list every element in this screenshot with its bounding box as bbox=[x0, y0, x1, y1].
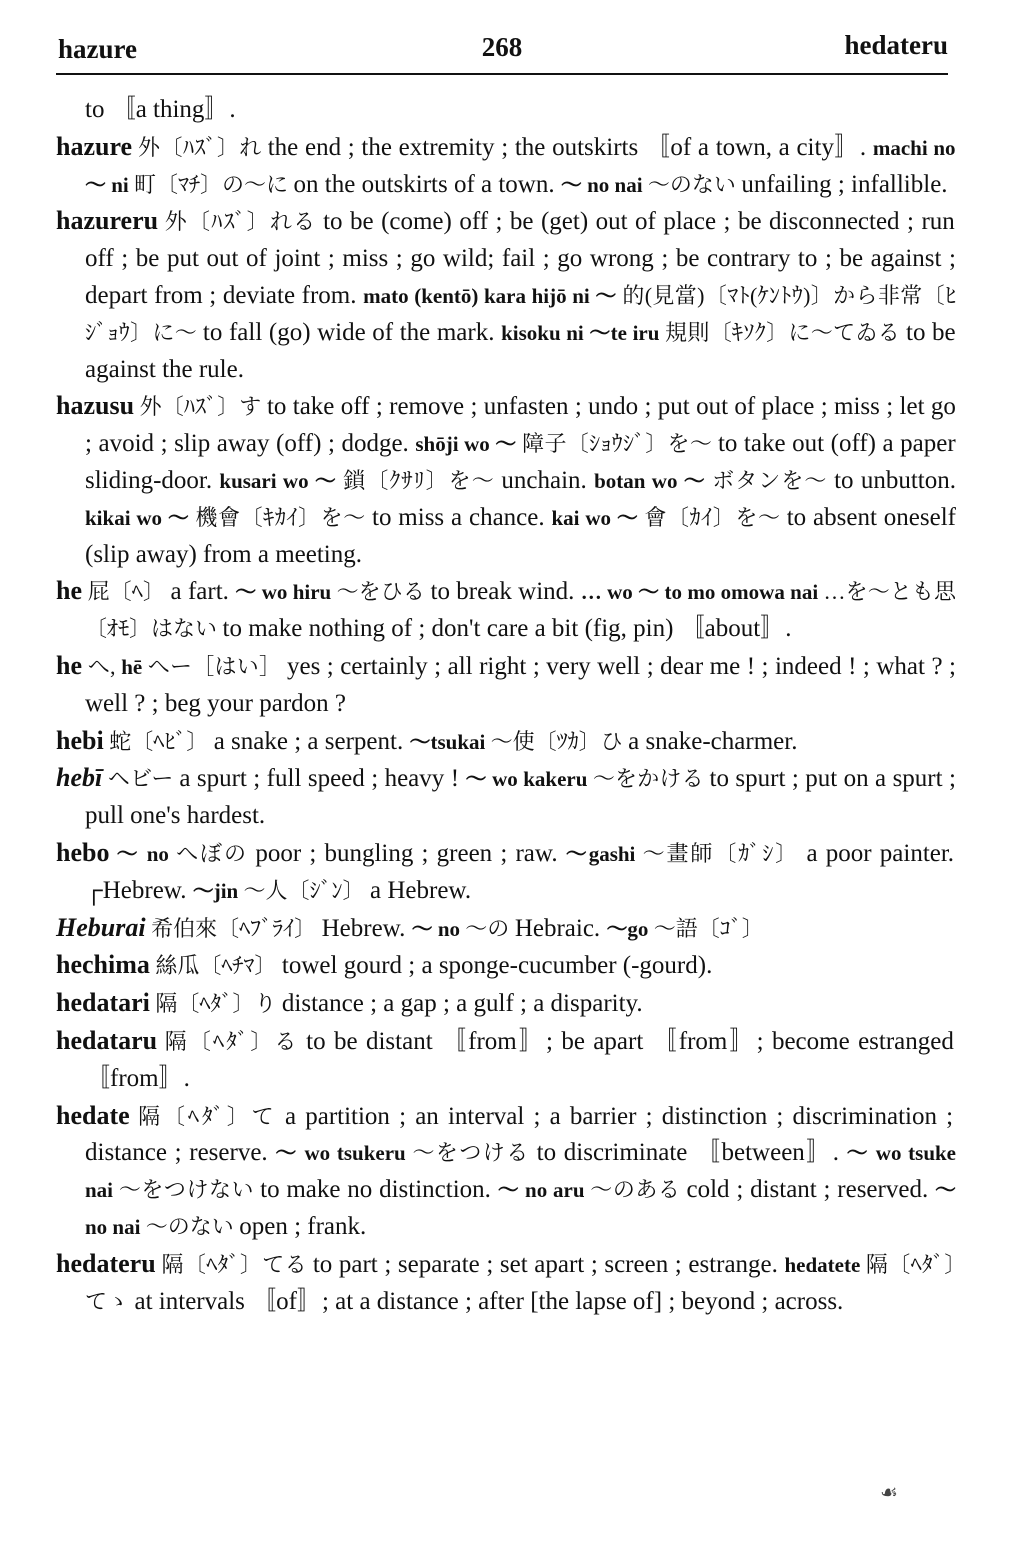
dictionary-entry bbox=[56, 388, 956, 573]
romaji-phrase: ～ no nai bbox=[85, 1178, 956, 1239]
definition-text: Hebrew. bbox=[321, 914, 412, 942]
headword: hazure bbox=[56, 131, 133, 161]
romaji-phrase: ～ no nai bbox=[560, 172, 648, 197]
definition-text: to unbutton. bbox=[834, 466, 956, 494]
dictionary-entry bbox=[56, 1098, 956, 1246]
definition-text: to take off ; remove ; unfasten ; undo ; put out of place ; miss ; let go ; avoid ; slip away (off) ; dodge. bbox=[85, 393, 956, 458]
japanese-text: 的(見當)〔ﾏﾄ(ｹﾝﾄｳ)〕から非常〔ﾋｼﾞｮｳ〕に～ bbox=[85, 282, 956, 345]
japanese-text: ～のない bbox=[647, 171, 742, 197]
romaji-phrase: ～ no bbox=[411, 916, 466, 941]
japanese-text: ～のある bbox=[590, 1177, 687, 1203]
definition-text: to be distant 〚from〛; be apart 〚from〛; become estranged 〚from〛. bbox=[85, 1027, 954, 1092]
definition-text: a Hebrew. bbox=[370, 876, 472, 904]
japanese-text: 隔〔ﾍﾀﾞ〕て bbox=[129, 1103, 285, 1129]
japanese-text: 障子〔ｼｮｳｼﾞ〕を～ bbox=[522, 431, 718, 457]
definition-text: to part ; separate ; set apart ; screen ; estrange. bbox=[312, 1250, 785, 1278]
headword: hedateru bbox=[56, 1248, 156, 1278]
japanese-text: ～をつけない bbox=[118, 1177, 261, 1203]
japanese-text: 絲瓜〔ﾍﾁﾏ〕 bbox=[149, 953, 282, 979]
japanese-text: 外〔ﾊｽﾞ〕れる bbox=[158, 209, 324, 235]
japanese-text: ～をかける bbox=[592, 766, 710, 792]
japanese-text: 機會〔ｷｶｲ〕を～ bbox=[195, 504, 372, 530]
romaji-phrase: ～ wo hiru bbox=[235, 580, 337, 605]
headword: hedate bbox=[56, 1100, 130, 1130]
headword: hebo bbox=[56, 837, 110, 867]
headword: hebi bbox=[56, 725, 104, 755]
definition-text: a snake ; a serpent. bbox=[213, 727, 410, 755]
dictionary-entry bbox=[56, 835, 956, 910]
japanese-text: ヘビー bbox=[102, 766, 180, 792]
page-header bbox=[56, 28, 948, 72]
romaji-phrase: ～ wo tsuke nai bbox=[85, 1141, 956, 1203]
definition-text: to be (come) off ; be (get) out of place ; be disconnected ; run off ; be put out of joint ; miss ; go wild; fail ; go wrong ; be contrary to ; be against ; depart from ; deviate from. bbox=[85, 208, 956, 309]
definition-text: Hebraic. bbox=[514, 914, 607, 942]
romaji-phrase: kikai wo ～ bbox=[85, 505, 196, 530]
romaji-phrase: ～jin bbox=[192, 878, 244, 903]
definition-text: a snake-charmer. bbox=[628, 727, 798, 755]
romaji-phrase: ～gashi bbox=[565, 841, 643, 866]
definition-text: a partition ; an interval ; a barrier ; distinction ; discrimination ; distance ; reserve. bbox=[85, 1102, 954, 1167]
japanese-text: …を～とも思〔ｵﾓ〕はない bbox=[85, 579, 956, 642]
japanese-text: ～使〔ﾂｶ〕ひ bbox=[490, 728, 629, 754]
dictionary-entry bbox=[56, 723, 956, 761]
japanese-text: 希伯來〔ﾍﾌﾞﾗｲ〕 bbox=[145, 915, 322, 941]
definition-text: yes ; certainly ; all right ; very well ; dear me ! ; indeed ! ; what ? ; well ? ; beg your pardon ? bbox=[85, 652, 956, 717]
romaji-phrase: ～ no bbox=[109, 841, 177, 866]
definition-text: to break wind. bbox=[430, 578, 581, 606]
japanese-text: ～をひる bbox=[336, 579, 431, 605]
headword: he bbox=[56, 576, 82, 606]
headword: hedataru bbox=[56, 1025, 158, 1055]
definition-text: on the outskirts of a town. bbox=[293, 170, 561, 198]
japanese-text: ～のない bbox=[145, 1213, 240, 1239]
dictionary-entry bbox=[56, 1246, 956, 1321]
romaji-phrase: ～ wo kakeru bbox=[465, 767, 593, 792]
continued-entry bbox=[56, 92, 956, 129]
japanese-text: 規則〔ｷｿｸ〕に～てゐる bbox=[665, 319, 906, 345]
japanese-text: へ, bbox=[82, 653, 122, 679]
japanese-text: 隔〔ﾍﾀﾞ〕り bbox=[149, 991, 282, 1017]
japanese-text: 蛇〔ﾍﾋﾞ〕 bbox=[103, 728, 214, 754]
dictionary-entry bbox=[56, 910, 956, 948]
headword: hazusu bbox=[56, 391, 135, 421]
definition-text: to miss a chance. bbox=[372, 503, 552, 531]
definition-text: towel gourd ; a sponge-cucumber (-gourd). bbox=[281, 952, 713, 980]
headword: hechima bbox=[56, 950, 150, 980]
dictionary-entry bbox=[56, 985, 956, 1023]
romaji-phrase: ～go bbox=[606, 916, 654, 941]
romaji-phrase: … wo ～ to mo omowa nai bbox=[580, 580, 824, 605]
definition-text: hē bbox=[121, 654, 148, 679]
definition-text: to take out (off) a paper sliding-door. bbox=[85, 430, 956, 494]
romaji-phrase: shōji wo ～ bbox=[415, 432, 523, 457]
definition-text: a spurt ; full speed ; heavy ! bbox=[179, 765, 466, 793]
japanese-text: 隔〔ﾍﾀﾞ〕る bbox=[157, 1028, 307, 1054]
dictionary-column bbox=[56, 92, 956, 1320]
romaji-phrase: ～ wo tsukeru bbox=[275, 1141, 413, 1166]
japanese-text: 町〔ﾏﾁ〕の～に bbox=[134, 171, 294, 197]
definition-text: at intervals 〚of〛; at a distance ; after [the lapse of] ; beyond ; across. bbox=[134, 1287, 844, 1315]
japanese-text: へー［はい］ bbox=[147, 653, 287, 679]
dictionary-entry bbox=[56, 129, 956, 204]
page-number: 268 bbox=[481, 32, 523, 62]
japanese-text: 隔〔ﾍﾀﾞ〕てる bbox=[155, 1251, 313, 1277]
japanese-text: ～の bbox=[465, 915, 515, 941]
guide-word-left: hazure bbox=[58, 34, 137, 64]
dictionary-entry bbox=[56, 648, 956, 723]
definition-text: to absent oneself (slip away) from a meeting. bbox=[85, 503, 956, 568]
romaji-phrase: botan wo ～ bbox=[594, 468, 713, 493]
headword: hedatari bbox=[56, 988, 150, 1018]
definition-text: to discriminate 〚between〛. bbox=[536, 1139, 847, 1167]
japanese-text: ～語〔ｺﾞ〕 bbox=[653, 915, 764, 941]
japanese-text: 外〔ﾊｽﾞ〕す bbox=[134, 394, 267, 420]
definition-text: open ; frank. bbox=[239, 1212, 367, 1240]
japanese-text: へぼの bbox=[176, 840, 256, 866]
definition-text: to be against the rule. bbox=[85, 318, 956, 383]
definition-text: poor ; bungling ; green ; raw. bbox=[255, 839, 566, 867]
dictionary-entry bbox=[56, 947, 956, 985]
japanese-text: ～をつける bbox=[412, 1140, 537, 1166]
definition-text: to 〚a thing〛. bbox=[85, 96, 236, 123]
dictionary-entry bbox=[56, 1023, 956, 1098]
romaji-phrase: ～ no aru bbox=[497, 1178, 591, 1203]
definition-text: a fart. bbox=[170, 578, 236, 606]
romaji-phrase: kisoku ni ～te iru bbox=[501, 320, 666, 345]
headword: he bbox=[56, 650, 82, 680]
guide-word-right: hedateru bbox=[844, 30, 948, 60]
definition-text: a poor painter. ┌Hebrew. bbox=[85, 839, 955, 904]
definition-text: to make nothing of ; don't care a bit (fig, pin) 〚about〛. bbox=[222, 615, 792, 643]
romaji-phrase: hedatete bbox=[784, 1252, 866, 1277]
romaji-phrase: kusari wo ～ bbox=[219, 468, 344, 493]
japanese-text: ～人〔ｼﾞﾝ〕 bbox=[243, 877, 370, 903]
definition-text: unfailing ; infallible. bbox=[741, 170, 948, 198]
definition-text: the end ; the extremity ; the outskirts 〚of a town, a city〛. bbox=[267, 133, 873, 161]
romaji-phrase: machi no ～ ni bbox=[85, 135, 956, 197]
definition-text: to spurt ; put on a spurt ; pull one's hardest. bbox=[85, 765, 956, 830]
romaji-phrase: mato (kentō) kara hijō ni ～ bbox=[363, 283, 623, 308]
definition-text: to fall (go) wide of the mark. bbox=[202, 318, 502, 346]
definition-text: cold ; distant ; reserved. bbox=[686, 1176, 935, 1204]
definition-text: unchain. bbox=[501, 466, 595, 494]
japanese-text: 屁〔ﾍ〕 bbox=[82, 579, 171, 605]
headword: Heburai bbox=[56, 912, 146, 942]
japanese-text: 隔〔ﾍﾀﾞ〕てゝ bbox=[85, 1251, 956, 1314]
definition-text: distance ; a gap ; a gulf ; a disparity. bbox=[281, 990, 643, 1018]
japanese-text: ボタンを～ bbox=[712, 467, 835, 493]
definition-text: to make no distinction. bbox=[260, 1176, 498, 1204]
japanese-text: 外〔ﾊｽﾞ〕れ bbox=[132, 134, 268, 160]
printer-mark: ☙ bbox=[880, 1482, 898, 1504]
header-rule bbox=[56, 73, 948, 75]
dictionary-entry bbox=[56, 573, 956, 648]
japanese-text: 會〔ｶｲ〕を～ bbox=[644, 504, 787, 530]
dictionary-entry bbox=[56, 203, 956, 388]
romaji-phrase: kai wo ～ bbox=[551, 505, 645, 530]
headword: hebī bbox=[56, 763, 103, 793]
japanese-text: ～畫師〔ｶﾞｼ〕 bbox=[642, 840, 807, 866]
romaji-phrase: ～tsukai bbox=[409, 729, 491, 754]
headword: hazureru bbox=[56, 206, 159, 236]
japanese-text: 鎖〔ｸｻﾘ〕を～ bbox=[343, 467, 502, 493]
dictionary-entry bbox=[56, 760, 956, 835]
